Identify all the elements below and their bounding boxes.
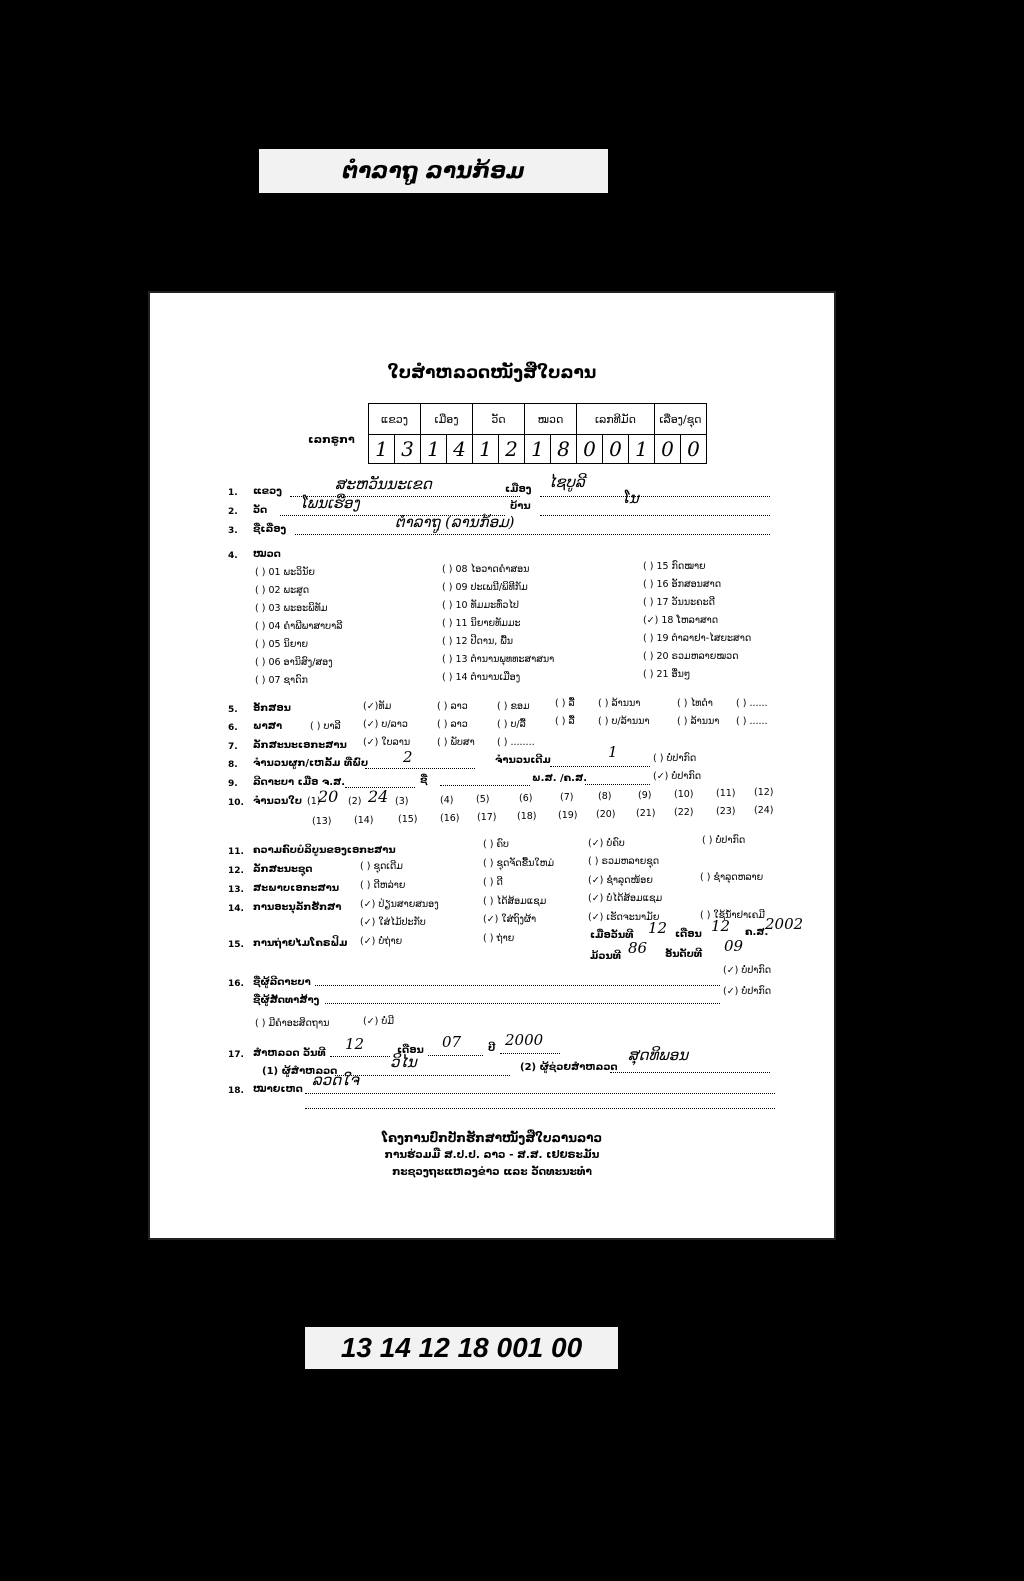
category-20: ( ) 20 ຣວມຫລາຍໝວດ <box>643 651 739 662</box>
code-digit: 0 <box>577 435 603 464</box>
category-07: ( ) 07 ຊາດົກ <box>255 675 308 686</box>
surveyor-name: ວິໄນ <box>390 1053 417 1071</box>
field-9-label: ລີດາະບາ ເມື່ອ ຈ.ສ. <box>253 777 346 788</box>
field-17-year-line <box>500 1053 560 1054</box>
code-digit: 4 <box>447 435 473 464</box>
category-17: ( ) 17 ວັນນະຄະດີ <box>643 597 715 608</box>
surveyor-line <box>335 1075 510 1076</box>
condition-opt-good: ( ) ດີ <box>483 877 503 888</box>
code-header-category: ໝວດ <box>525 404 577 435</box>
script-opt-lao: ( ) ລາວ <box>437 701 468 712</box>
conservation-opt-wooden-covers: (✓) ໃສ່ໄມ້ປະກັບ <box>360 917 426 928</box>
field-16-label2: ຊື່ຜູ້ສັດທາສ້າງ <box>253 995 320 1006</box>
field-6-number: 6. <box>228 723 238 733</box>
wish-opt-has: ( ) ມີຄຳອະສິດຖານ <box>255 1018 330 1029</box>
lang-opt-pali-lanna: ( ) ບ/ລ້ານນາ <box>598 716 650 727</box>
conservation-day: 12 <box>648 919 668 937</box>
field-15-number: 15. <box>228 940 244 950</box>
category-13: ( ) 13 ຕຳນານພຸທທະສາສນາ <box>442 654 555 665</box>
field-17-label: ສຳຫລວດ ວັນທີ <box>253 1048 326 1059</box>
leaf-count-17: (17) <box>477 812 497 823</box>
code-digit: 1 <box>473 435 499 464</box>
leaf-count-16: (16) <box>440 813 460 824</box>
conservation-opt-new-string: (✓) ປ່ຽນສາຍສນອງ <box>360 899 439 910</box>
field-16-line <box>315 985 720 986</box>
field-6-label: ພາສາ <box>253 721 283 732</box>
script-opt-other: ( ) ...... <box>736 698 768 709</box>
field-7-number: 7. <box>228 742 238 752</box>
field-10-number: 10. <box>228 798 244 808</box>
leaf-count-20: (20) <box>596 809 616 820</box>
microfilm-frame-label: ອັນດັບທີ <box>665 949 703 960</box>
field-1-label: ແຂວງ <box>253 486 282 497</box>
code-digit: 0 <box>681 435 707 464</box>
field-3-number: 3. <box>228 526 238 536</box>
field-9-number: 9. <box>228 779 238 789</box>
leaf-count-8: (8) <box>598 791 612 802</box>
remarks-line-2 <box>305 1108 775 1109</box>
field-16-line2 <box>325 1003 720 1004</box>
field-14-label: ການອະນຸລັກຮັກສາ <box>253 902 342 913</box>
code-digit: 3 <box>395 435 421 464</box>
surveyor-label: (1) ຜູ້ສຳຫລວດ <box>262 1066 338 1077</box>
code-header-province: ແຂວງ <box>369 404 421 435</box>
scribe-not-shown: (✓) ບໍ່ປາກົດ <box>723 965 772 976</box>
microfilm-frame: 09 <box>724 937 744 955</box>
set-opt-combined: ( ) ຣວມຫລາຍຊຸດ <box>588 856 660 867</box>
leaf-count-12: (12) <box>754 787 774 798</box>
lang-opt-pali-lue: ( ) ບ/ລື້ <box>497 719 526 730</box>
field-2-number: 2. <box>228 507 238 517</box>
footer-ministry: ກະຊວງຖະແຫລງຂ່າວ ແລະ ວັດທະນະທຳ <box>392 1166 592 1178</box>
conservation-month-label: ເດືອນ <box>675 929 702 940</box>
code-digit: 1 <box>525 435 551 464</box>
category-11: ( ) 11 ນິຍາຍທັມມະ <box>442 618 521 629</box>
script-opt-tham: (✓)ທັມ <box>363 701 392 712</box>
code-digit: 1 <box>369 435 395 464</box>
field-13-label: ສະພາບເອກະສານ <box>253 883 340 894</box>
archive-title-text: ຕຳລາຖູ ລານກ້ອມ <box>342 158 525 184</box>
footer-project: ໂຄງການປົກປັກຮັກສາໜັງສືໃບລານລາວ <box>381 1131 603 1145</box>
field-8-line <box>365 768 475 769</box>
field-17-number: 17. <box>228 1050 244 1060</box>
field-9-label2: ຊື່ <box>420 775 428 786</box>
field-8-value2: 1 <box>608 743 618 761</box>
field-3-value: ຕຳລາຖູ (ລານກ້ອມ) <box>395 513 515 531</box>
leaf-count-4: (4) <box>440 795 454 806</box>
field-18-number: 18. <box>228 1086 244 1096</box>
assistant-label: (2) ຜູ້ຊ່ວຍສຳຫລວດ <box>520 1062 618 1073</box>
field-9-line2 <box>440 785 530 786</box>
field-2-label2: ບ້ານ <box>510 501 531 512</box>
code-digit: 2 <box>499 435 525 464</box>
field-2-label: ວັດ <box>253 505 268 516</box>
lang-opt-other: ( ) ...... <box>736 716 768 727</box>
code-digit: 1 <box>421 435 447 464</box>
field-8-label: ຈຳນວນຜູກ/ເຫລັ້ມ ທີ່ພົບ <box>253 758 369 769</box>
field-4-label: ໝວດ <box>253 549 281 560</box>
wish-opt-none: (✓) ບໍ່ມີ <box>363 1016 394 1027</box>
script-opt-lue: ( ) ລື້ <box>555 698 575 709</box>
leaf-count-1-value: 20 <box>318 787 339 806</box>
microfilm-roll: 86 <box>628 939 648 957</box>
doc-opt-palmleaf: (✓) ໃບລານ <box>363 737 411 748</box>
leaf-count-5: (5) <box>476 794 490 805</box>
leaf-count-9: (9) <box>638 790 652 801</box>
category-18: (✓) 18 ໂຫລາສາດ <box>643 615 719 626</box>
doc-opt-other: ( ) ........ <box>497 737 535 748</box>
leaf-count-11: (11) <box>716 788 736 799</box>
category-15: ( ) 15 ກົດໝາຍ <box>643 561 706 572</box>
manuscript-code-label <box>305 1327 618 1369</box>
code-digit: 1 <box>629 435 655 464</box>
field-1-line2 <box>540 496 770 497</box>
set-opt-rearranged: ( ) ຊຸດຈັດຂື້ນໃຫມ່ <box>483 858 555 869</box>
category-04: ( ) 04 ຄຳພີພາສາບາລີ <box>255 621 343 632</box>
field-8-line2 <box>550 766 650 767</box>
field-1-value: ສະຫວັນນະເຂດ <box>335 475 432 493</box>
conservation-date-label: ເມື່ອວັນທີ <box>590 930 634 941</box>
field-11-label: ຄວາມຄົບບໍລິບູນຂອງເອກະສານ <box>253 845 396 856</box>
field-12-number: 12. <box>228 866 244 876</box>
code-table <box>368 403 707 464</box>
leaf-count-24: (24) <box>754 805 774 816</box>
field-17-day-line <box>330 1056 390 1057</box>
assistant-line <box>610 1072 770 1073</box>
code-digit: 0 <box>603 435 629 464</box>
leaf-count-23: (23) <box>716 806 736 817</box>
leaf-count-13: (13) <box>312 816 332 827</box>
field-15-label: ການຖ່າຍໄມໂຄຣຟິມ <box>253 938 348 949</box>
assistant-name: ສຸດທິພອນ <box>628 1046 689 1064</box>
leaf-count-2-value: 24 <box>368 787 389 806</box>
conservation-opt-chemicals: ( ) ໃຊ້ນ້ຳຢາເຄມີ <box>700 910 765 921</box>
field-5-label: ອັກສອນ <box>253 703 291 714</box>
field-11-number: 11. <box>228 847 244 857</box>
leaf-count-3: (3) <box>395 796 409 807</box>
leaf-count-22: (22) <box>674 807 694 818</box>
category-09: ( ) 09 ປະເພນີ/ພິທີກັມ <box>442 582 528 593</box>
script-opt-thaidam: ( ) ໄທດຳ <box>677 698 713 709</box>
code-header-story: ເລື່ອງ/ຊຸດ <box>655 404 707 435</box>
leaf-count-6: (6) <box>519 793 533 804</box>
lang-opt-lue: ( ) ລື້ <box>555 716 575 727</box>
lang-opt-pali-lao: (✓) ບ/ລາວ <box>363 719 408 730</box>
completeness-opt-complete: ( ) ຄົບ <box>483 839 509 850</box>
condition-opt-verygood: ( ) ດີຫລ່າຍ <box>360 880 406 891</box>
category-06: ( ) 06 ອານິສົງ/ສອງ <box>255 657 333 668</box>
script-opt-lanna: ( ) ລ້ານນາ <box>598 698 641 709</box>
conservation-opt-repaired: ( ) ໄດ້ສ້ອມແຊມ <box>483 896 547 907</box>
survey-year: 2000 <box>505 1031 544 1049</box>
category-16: ( ) 16 ອັກສອນສາດ <box>643 579 722 590</box>
remarks-value: ລວດໃຈ <box>312 1071 359 1089</box>
field-16-number: 16. <box>228 979 244 989</box>
sponsor-not-shown: (✓) ບໍ່ປາກົດ <box>723 986 772 997</box>
field-4-number: 4. <box>228 551 238 561</box>
microfilm-opt-filmed: ( ) ຖ່າຍ <box>483 933 515 944</box>
survey-form-sheet <box>150 293 834 1238</box>
category-03: ( ) 03 ພະອະພິທັມ <box>255 603 328 614</box>
field-18-label: ໝາຍເຫດ <box>253 1084 303 1095</box>
leaf-count-2: (2) <box>348 796 362 807</box>
leaf-count-7: (7) <box>560 792 574 803</box>
condition-opt-slightly-damaged: (✓) ຊຳລຸດໜ້ອຍ <box>588 875 653 886</box>
field-14-number: 14. <box>228 904 244 914</box>
field-1-value2: ໄຊບູລີ <box>548 473 585 491</box>
leaf-count-21: (21) <box>636 808 656 819</box>
code-label: ເລກຣູກາ <box>308 433 355 446</box>
category-08: ( ) 08 ໄອວາດຄຳສອນ <box>442 564 530 575</box>
field-2-value2: ໂນ <box>622 489 639 507</box>
category-01: ( ) 01 ພະວິນັຍ <box>255 567 315 578</box>
field-16-label: ຊື່ຜູ້ລີດາະບາ <box>253 977 311 988</box>
leaf-count-18: (18) <box>517 811 537 822</box>
category-12: ( ) 12 ປີດານ, ພື້ນ <box>442 636 514 647</box>
doc-opt-mulberry: ( ) ພັບສາ <box>437 737 475 748</box>
lang-opt-pali: ( ) ບາລີ <box>310 721 341 732</box>
category-21: ( ) 21 ອື່ນໆ <box>643 669 691 680</box>
leaf-count-14: (14) <box>354 815 374 826</box>
field-17-year-label: ປີ <box>488 1043 496 1054</box>
field-8-value: 2 <box>403 748 413 766</box>
conservation-opt-not-repaired: (✓) ບໍ່ໄດ້ສ້ອມແຊມ <box>588 893 663 904</box>
code-digit: 0 <box>655 435 681 464</box>
lang-opt-lanna: ( ) ລ້ານນາ <box>677 716 720 727</box>
leaf-count-1: (1) <box>307 796 321 807</box>
completeness-opt-unknown: ( ) ບໍ່ປາກົດ <box>702 835 746 846</box>
field-8-label2: ຈຳນວນເດີມ <box>495 755 551 766</box>
manuscript-code-text: 13 14 12 18 001 00 <box>340 1332 583 1363</box>
code-header-district: ເມືອງ <box>421 404 473 435</box>
microfilm-opt-not-filmed: (✓) ບໍ່ຖ່າຍ <box>360 936 403 947</box>
field-5-number: 5. <box>228 705 238 715</box>
field-9-not-shown: (✓) ບໍ່ປາກົດ <box>653 771 702 782</box>
script-opt-khmer: ( ) ຂອມ <box>497 701 530 712</box>
conservation-opt-cloth-bag: (✓) ໃສ່ຖົງຜ້າ <box>483 914 537 925</box>
field-17-month-line <box>428 1055 483 1056</box>
field-12-label: ລັກສະນະຊຸດ <box>253 864 313 875</box>
leaf-count-19: (19) <box>558 810 578 821</box>
code-header-temple: ວັດ <box>473 404 525 435</box>
category-10: ( ) 10 ທັມມະທົ່ວໄປ <box>442 600 519 611</box>
field-3-line <box>295 534 770 535</box>
conservation-year-label: ຄ.ສ. <box>745 927 769 938</box>
survey-month: 07 <box>442 1033 462 1051</box>
leaf-count-15: (15) <box>398 814 418 825</box>
remarks-line <box>305 1093 775 1094</box>
survey-day: 12 <box>345 1035 365 1053</box>
footer-cooperation: ການຮ່ວມມື ສ.ປ.ປ. ລາວ - ສ.ສ. ເຢຍຣະມັນ <box>384 1149 600 1161</box>
condition-opt-badly-damaged: ( ) ຊຳລຸດຫລາຍ <box>700 872 764 883</box>
field-9-label3: ພ.ສ. /ຄ.ສ. <box>532 773 588 784</box>
conservation-opt-cleaned: (✓) ເຮັດຈະນາມັຍ <box>588 912 660 923</box>
code-digit: 8 <box>551 435 577 464</box>
form-title: ໃບສຳຫລວດໜັງສືໃບລານ <box>387 363 597 383</box>
field-2-line2 <box>540 515 770 516</box>
archive-title-label <box>259 149 608 193</box>
field-7-label: ລັກສະນະເອກະສານ <box>253 740 347 751</box>
field-8-number: 8. <box>228 760 238 770</box>
field-8-not-shown: ( ) ບໍ່ປາກົດ <box>653 753 697 764</box>
conservation-year: 2002 <box>765 915 804 933</box>
category-05: ( ) 05 ນິຍາຍ <box>255 639 309 650</box>
field-3-label: ຊື່ເລື່ອງ <box>253 524 287 535</box>
lang-opt-lao: ( ) ລາວ <box>437 719 468 730</box>
category-14: ( ) 14 ຕຳນານເມືອງ <box>442 672 521 683</box>
leaf-count-10: (10) <box>674 789 694 800</box>
field-9-line3 <box>585 784 650 785</box>
field-2-value: ໂພນເຮືອງ <box>300 494 360 512</box>
field-13-number: 13. <box>228 885 244 895</box>
code-header-bundle: ເລກທີມັດ <box>577 404 655 435</box>
field-1-label2: ເມືອງ <box>505 484 532 495</box>
completeness-opt-incomplete: (✓) ບໍ່ຄົບ <box>588 838 625 849</box>
field-17-month-label: ເດືອນ <box>397 1045 424 1056</box>
conservation-month: 12 <box>711 917 731 935</box>
category-02: ( ) 02 ພະສູດ <box>255 585 310 596</box>
microfilm-roll-label: ມ້ວນທີ <box>590 951 621 962</box>
field-10-label: ຈຳນວນໃບ <box>253 796 303 807</box>
category-19: ( ) 19 ຕຳລາຢາ-ໄສຍະສາດ <box>643 633 752 644</box>
set-opt-original: ( ) ຊຸດເດີມ <box>360 861 403 872</box>
field-1-number: 1. <box>228 488 238 498</box>
